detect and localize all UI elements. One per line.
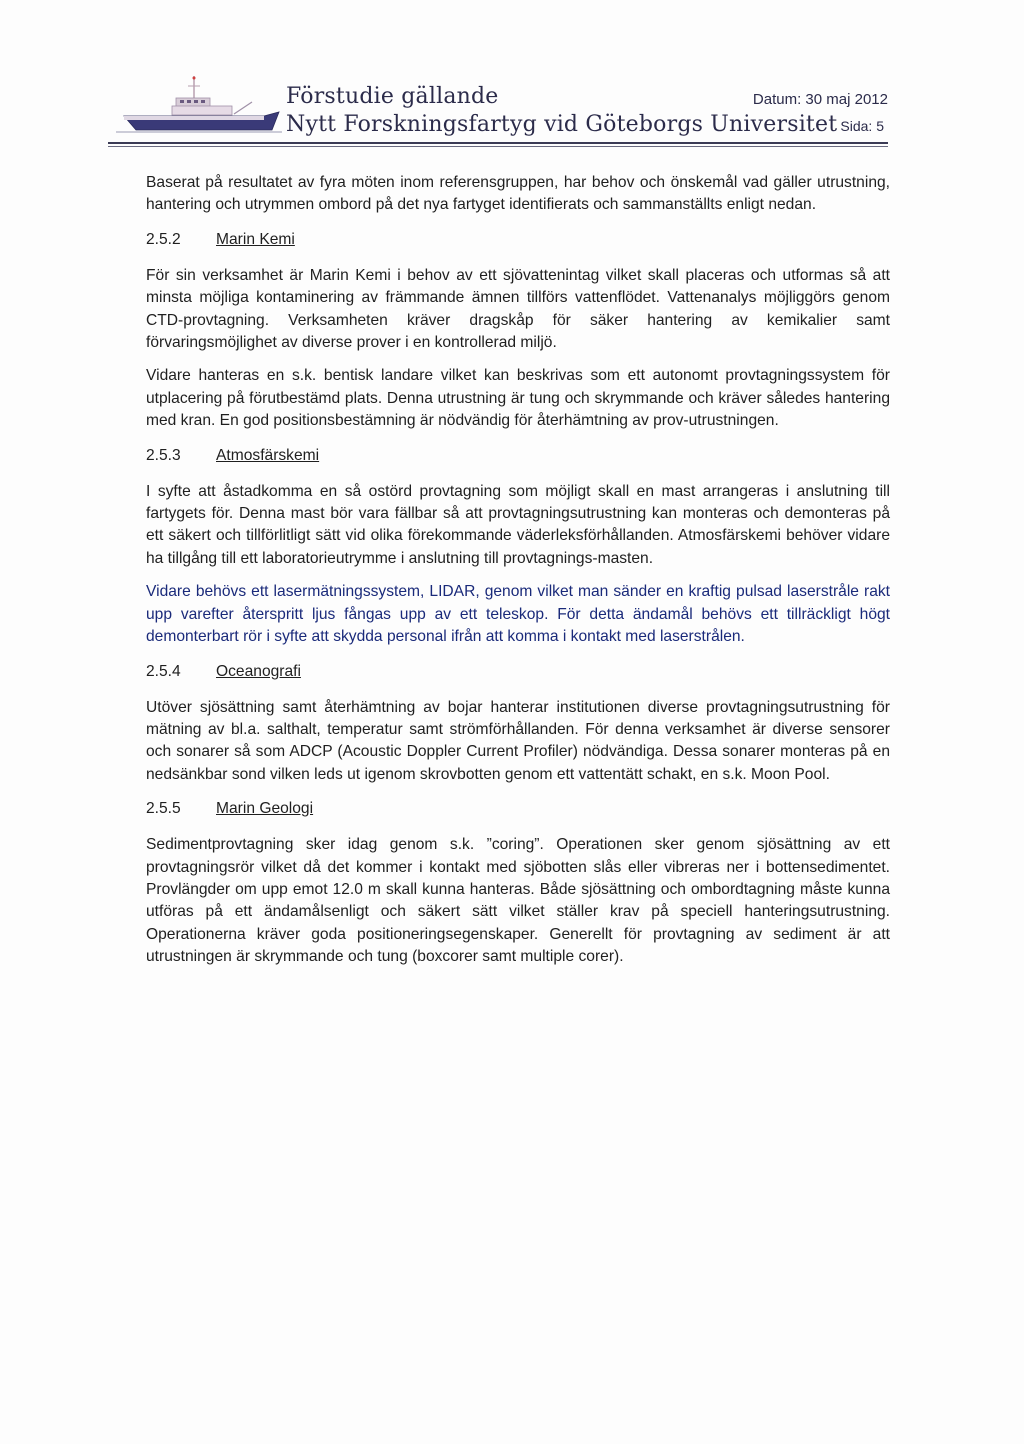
section-title: Atmosfärskemi — [216, 446, 320, 464]
paragraph: I syfte att åstadkomma en så ostörd provtagning som möjligt skall en mast arrangeras i anslutning till fartygets för. Denna mast bör vara fällbar så att provtagningsutrustning kan monteras och demonteras på ett säkert och tillförlitligt sätt vid olika förekommande väderleksförhållanden. Atmosfärskemi behöver vidare ha tillgång till ett laboratorieutrymme i anslutning till provtagnings-masten. — [146, 482, 890, 567]
page-header — [108, 72, 888, 152]
header-divider — [108, 142, 888, 144]
section-number: 2.5.2 — [146, 230, 181, 248]
header-title-line1: Förstudie gällande — [286, 84, 499, 109]
section-number: 2.5.4 — [146, 662, 181, 680]
header-title-line2: Nytt Forskningsfartyg vid Göteborgs Universitet — [286, 112, 838, 137]
section-number: 2.5.5 — [146, 800, 181, 818]
section-title: Oceanografi — [216, 662, 301, 680]
section-heading-marin-kemi — [146, 229, 890, 251]
header-page-number: Sida: 5 — [840, 118, 884, 134]
section-number: 2.5.3 — [146, 446, 181, 464]
research-ship-icon — [114, 72, 284, 138]
paragraph: Utöver sjösättning samt återhämtning av bojar hanterar institutionen diverse provtagningsutrustning för mätning av bl.a. salthalt, temperatur samt strömförhållanden. För denna verksamhet är diverse sensorer och sonarer så som ADCP (Acoustic Doppler Current Profiler) nödvändiga. Dessa sonarer monteras på en nedsänkbar sond vilken leds ut igenom skrovbotten genom ett vattentätt schakt, en s.k. Moon Pool. — [146, 698, 890, 783]
header-date: Datum: 30 maj 2012 — [752, 91, 888, 108]
paragraph: Sedimentprovtagning sker idag genom s.k. ”coring”. Operationen sker genom sjösättning av ett provtagningsrör vilket då det kommer i kontakt med sjöbotten slås eller vibreras ner i bottensedimentet. Provlängder om upp emot 12.0 m skall kunna hanteras. Både sjösättning och ombordtagning måste kunna utföras på ett ändamålsenligt och säkert sätt vilket ställer krav på speciell hanteringsutrustning. Operationerna kräver goda positioneringsegenskaper. Generellt för provtagning av sediment är att utrustningen är skrymmande och tung (boxcorer samt multiple corer). — [146, 836, 890, 966]
section-heading-oceanografi — [146, 661, 890, 683]
paragraph: För sin verksamhet är Marin Kemi i behov av ett sjövattenintag vilket skall placeras och utformas så att minsta möjliga kontaminering av främmande ämnen tillförs vattenflödet. Vattenanalys möjliggörs genom CTD-provtagning. Verksamheten kräver dragskåp för säker hantering av kemikalier samt förvaringsmöjlighet av diverse prover i en kontrollerad miljö. — [146, 266, 890, 352]
paragraph: Vidare hanteras en s.k. bentisk landare vilket kan beskrivas som ett autonomt provtagningssystem för utplacering på förutbestämd plats. Denna utrustning är tung och skrymmande och kräver således hantering med kran. En god positionsbestämning är nödvändig för återhämtning av prov-utrustningen. — [146, 367, 890, 430]
section-title: Marin Kemi — [216, 230, 295, 248]
section-title: Marin Geologi — [216, 800, 314, 818]
section-heading-marin-geologi — [146, 798, 890, 820]
intro-paragraph: Baserat på resultatet av fyra möten inom referensgruppen, har behov och önskemål vad gäller utrustning, hantering och utrymmen ombord på det nya fartyget identifierats och sammanställts enligt nedan. — [146, 174, 890, 214]
header-divider-thin — [108, 146, 888, 147]
section-heading-atmosfarskemi — [146, 445, 890, 467]
document-body — [146, 172, 890, 980]
paragraph: Vidare behövs ett lasermätningssystem, LIDAR, genom vilket man sänder en kraftig pulsad laserstråle rakt upp varefter återspritt ljus fångas upp av ett teleskop. För detta ändamål behövs ett tillräckligt högt demonterbart rör i syfte att skydda personal ifrån att komma i kontakt med laserstrålen. — [146, 583, 890, 646]
